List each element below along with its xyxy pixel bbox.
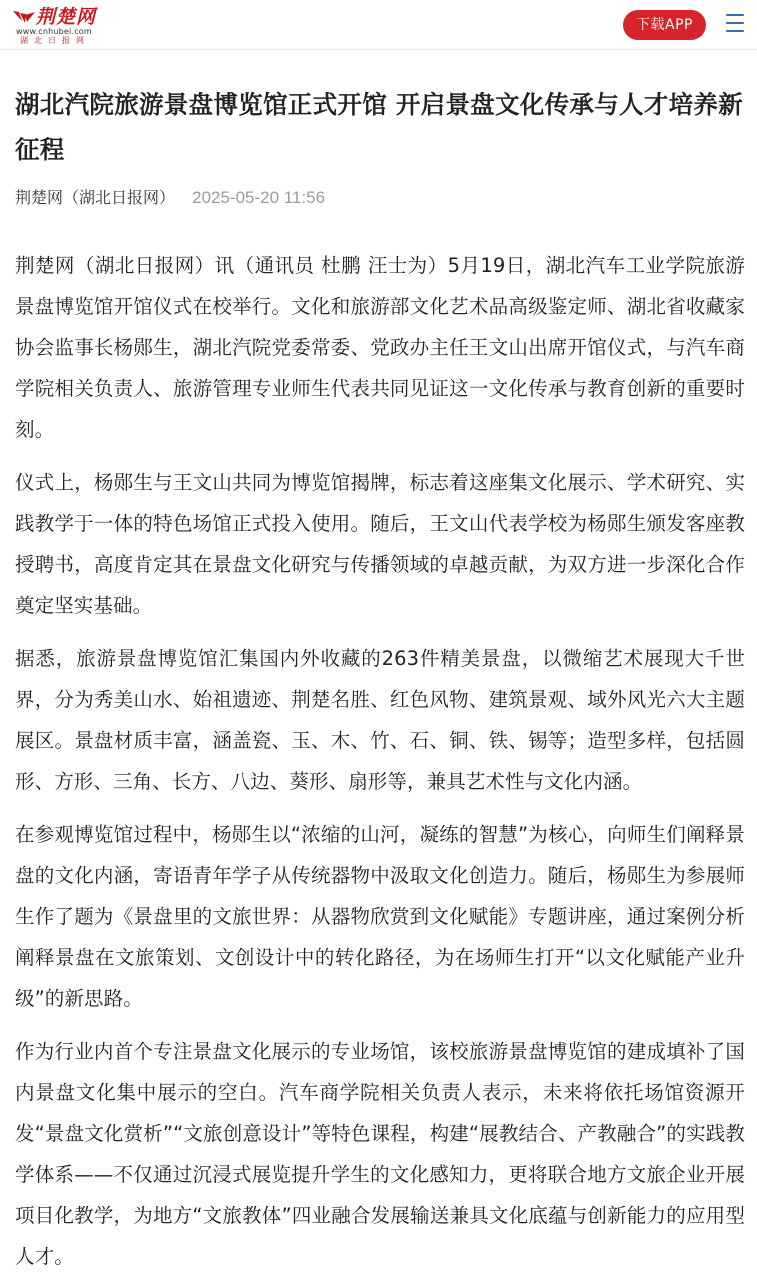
logo-bird-icon <box>12 9 36 25</box>
hamburger-menu-icon[interactable] <box>726 14 744 34</box>
article-paragraph: 荆楚网（湖北日报网）讯（通讯员 杜鹏 汪士为）5月19日，湖北汽车工业学院旅游景盘博览馆开馆仪式在校举行。文化和旅游部文化艺术品高级鉴定师、湖北省收藏家协会监事长杨郧生，湖北汽院党委常委、党政办主任王文山出席开馆仪式，与汽车商学院相关负责人、旅游管理专业师生代表共同见证这一文化传承与教育创新的重要时刻。 <box>15 254 745 441</box>
download-app-button[interactable]: 下载APP <box>623 10 706 40</box>
article-meta <box>15 187 745 209</box>
article-datetime: 2025-05-20 11:56 <box>192 188 326 207</box>
article-body <box>15 245 745 1282</box>
article-paragraph: 作为行业内首个专注景盘文化展示的专业场馆，该校旅游景盘博览馆的建成填补了国内景盘文化集中展示的空白。汽车商学院相关负责人表示，未来将依托场馆资源开发“景盘文化赏析”“文旅创意设计”等特色课程，构建“展教结合、产教融合”的实践教学体系——不仅通过沉浸式展览提升学生的文化感知力，更将联合地方文旅企业开展项目化教学，为地方“文旅教体”四业融合发展输送兼具文化底蕴与创新能力的应用型人才。 <box>15 1040 745 1268</box>
logo-domain: www.cnhubei.com <box>16 27 92 36</box>
article-title: 湖北汽院旅游景盘博览馆正式开馆 开启景盘文化传承与人才培养新征程 <box>15 90 744 164</box>
site-logo[interactable] <box>12 5 104 45</box>
article-header <box>15 82 745 209</box>
logo-subtitle: 湖北日报网 <box>20 36 90 45</box>
article-source: 荆楚网（湖北日报网） <box>15 188 176 207</box>
top-bar <box>0 0 757 50</box>
logo-text: 荆楚网 <box>36 6 97 28</box>
article-paragraph: 据悉，旅游景盘博览馆汇集国内外收藏的263件精美景盘，以微缩艺术展现大千世界，分为秀美山水、始祖遗迹、荆楚名胜、红色风物、建筑景观、域外风光六大主题展区。景盘材质丰富，涵盖瓷、玉、木、竹、石、铜、铁、锡等；造型多样，包括圆形、方形、三角、长方、八边、葵形、扇形等，兼具艺术性与文化内涵。 <box>15 647 745 793</box>
article-paragraph: 仪式上，杨郧生与王文山共同为博览馆揭牌，标志着这座集文化展示、学术研究、实践教学于一体的特色场馆正式投入使用。随后，王文山代表学校为杨郧生颁发客座教授聘书，高度肯定其在景盘文化研究与传播领域的卓越贡献，为双方进一步深化合作奠定坚实基础。 <box>15 471 745 617</box>
article-paragraph: 在参观博览馆过程中，杨郧生以“浓缩的山河，凝练的智慧”为核心，向师生们阐释景盘的文化内涵，寄语青年学子从传统器物中汲取文化创造力。随后，杨郧生为参展师生作了题为《景盘里的文旅世界：从器物欣赏到文化赋能》专题讲座，通过案例分析阐释景盘在文旅策划、文创设计中的转化路径，为在场师生打开“以文化赋能产业升级”的新思路。 <box>15 823 745 1010</box>
